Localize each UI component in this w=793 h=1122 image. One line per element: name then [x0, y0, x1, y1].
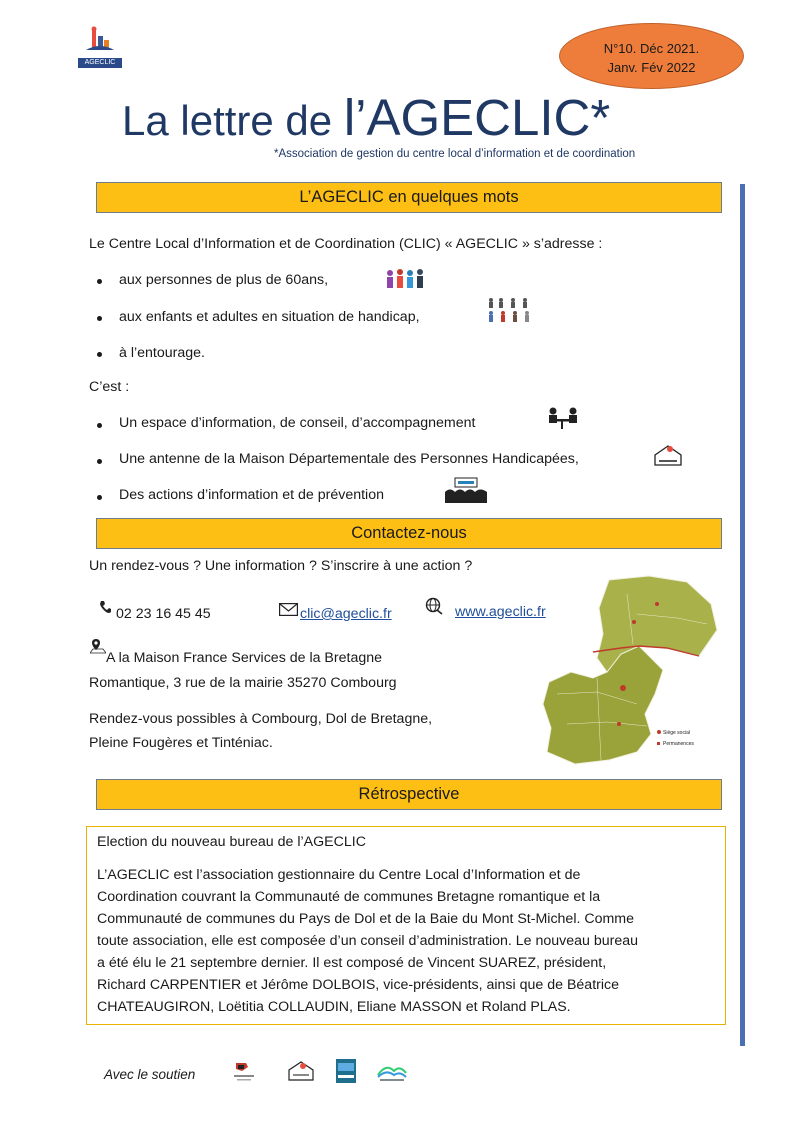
- cest-label: C’est :: [89, 379, 130, 395]
- globe-icon: [425, 597, 443, 615]
- section-heading-contact: Contactez-nous: [96, 518, 722, 549]
- issue-badge: [559, 23, 744, 89]
- title-prefix: La lettre de: [122, 97, 344, 144]
- email-link[interactable]: clic@ageclic.fr: [300, 606, 392, 622]
- intro-text: Le Centre Local d’Information et de Coordination (CLIC) « AGECLIC » s’adresse :: [89, 236, 603, 252]
- map-legend-siege: Siège social: [663, 730, 690, 736]
- list-item: Une antenne de la Maison Départementale des Personnes Handicapées,: [119, 451, 579, 467]
- website-link[interactable]: www.ageclic.fr: [455, 604, 546, 620]
- list-item: Un espace d’information, de conseil, d’accompagnement: [119, 415, 476, 431]
- phone-number[interactable]: 02 23 16 45 45: [116, 606, 211, 622]
- siege-marker: [620, 685, 626, 691]
- mdph-logo: [287, 1060, 315, 1082]
- logo-figures-icon: [78, 26, 122, 58]
- list-item: aux personnes de plus de 60ans,: [119, 272, 329, 288]
- appointments-line-1: Rendez-vous possibles à Combourg, Dol de Bretagne,: [89, 711, 433, 727]
- bullet: [97, 459, 102, 464]
- list-item: aux enfants et adultes en situation de handicap,: [119, 309, 420, 325]
- ars-logo: [376, 1061, 408, 1083]
- region-bretagne-logo: [336, 1059, 356, 1083]
- retrospective-line: Richard CARPENTIER et Jérôme DOLBOIS, vice-présidents, ainsi que de Béatrice: [97, 977, 619, 993]
- list-item: Des actions d’information et de prévention: [119, 487, 384, 503]
- territory-map-graphic: [537, 574, 723, 770]
- location-pin-icon: [90, 638, 106, 654]
- list-item: à l’entourage.: [119, 345, 205, 361]
- title-brand: l’AGECLIC*: [343, 89, 611, 146]
- seniors-icon: [384, 268, 428, 292]
- support-label: Avec le soutien: [104, 1067, 196, 1082]
- section-heading-about: L’AGECLIC en quelques mots: [96, 182, 722, 213]
- page-subtitle: *Association de gestion du centre local d’information et de coordination: [274, 148, 636, 160]
- retrospective-line: CHATEAUGIRON, Loëtitia COLLAUDIN, Eliane MASSON et Roland PLAS.: [97, 999, 571, 1015]
- retrospective-line: L’AGECLIC est l’association gestionnaire du Centre Local d’Information et de: [97, 867, 581, 883]
- retrospective-box: [86, 826, 726, 1025]
- side-rule: [740, 184, 745, 1046]
- mdph-house-icon: [653, 443, 683, 467]
- ageclic-logo: [78, 26, 122, 70]
- retrospective-line: toute association, elle est composée d’un conseil d’administration. Le nouveau bureau: [97, 933, 639, 949]
- address-line-1: A la Maison France Services de la Bretagne: [106, 650, 383, 666]
- bullet: [97, 279, 102, 284]
- appointments-line-2: Pleine Fougères et Tinténiac.: [89, 735, 273, 751]
- address-line-2: Romantique, 3 rue de la mairie 35270 Combourg: [89, 675, 397, 691]
- issue-period: Janv. Fév 2022: [607, 60, 696, 75]
- retrospective-line: Coordination couvrant la Communauté de communes Bretagne romantique et la: [97, 889, 601, 905]
- bullet: [97, 352, 102, 357]
- map-legend-permanences: Permanences: [663, 741, 694, 747]
- bullet: [97, 316, 102, 321]
- ille-et-vilaine-logo: [232, 1061, 256, 1083]
- conference-icon: [445, 477, 487, 503]
- retrospective-line: a été élu le 21 septembre dernier. Il est composé de Vincent SUAREZ, président,: [97, 955, 607, 971]
- phone-icon: [99, 600, 111, 614]
- contact-question: Un rendez-vous ? Une information ? S’inscrire à une action ?: [89, 558, 473, 574]
- page-title: [122, 88, 610, 147]
- retrospective-line: Communauté de communes du Pays de Dol et de la Baie du Mont St-Michel. Comme: [97, 911, 635, 927]
- section-heading-retrospective: Rétrospective: [96, 779, 722, 810]
- meeting-icon: [546, 406, 580, 430]
- disability-people-icon: [486, 296, 532, 324]
- retrospective-title: Election du nouveau bureau de l’AGECLIC: [97, 834, 366, 850]
- bullet: [97, 495, 102, 500]
- bullet: [97, 423, 102, 428]
- envelope-icon: [279, 603, 298, 616]
- logo-text: AGECLIC: [78, 58, 122, 68]
- territory-map: [537, 574, 723, 770]
- issue-number: N°10. Déc 2021.: [603, 41, 700, 56]
